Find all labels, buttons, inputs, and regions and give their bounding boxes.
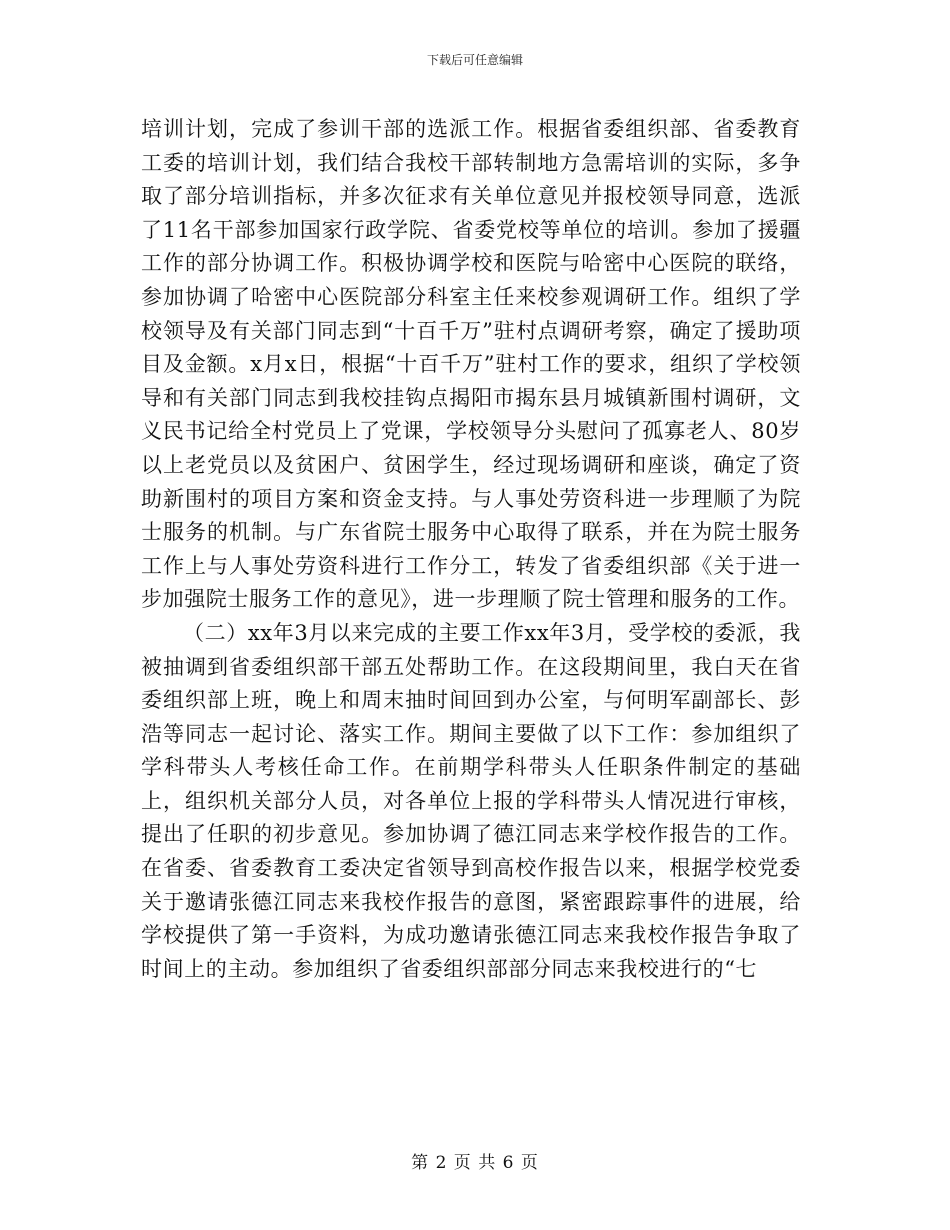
paragraph-main-work-since-march: （二）xx年3月以来完成的主要工作xx年3月，受学校的委派，我被抽调到省委组织部干部五处帮助工作。在这段期间里，我白天在省委组织部上班，晚上和周末抽时间回到办公室，与何明军副部长、彭浩等同志一起讨论、落实工作。期间主要做了以下工作：参加组织了学科带头人考核任命工作。在前期学科带头人任职条件制定的基础上，组织机关部分人员，对各单位上报的学科带头人情况进行审核，提出了任职的初步意见。参加协调了德江同志来学校作报告的工作。在省委、省委教育工委决定省领导到高校作报告以来，根据学校党委关于邀请张德江同志来我校作报告的意图，紧密跟踪事件的进展，给学校提供了第一手资料，为成功邀请张德江同志来我校作报告争取了时间上的主动。参加组织了省委组织部部分同志来我校进行的“七: [141, 620, 801, 981]
page-number: 第 2 页 共 6 页: [411, 1153, 539, 1173]
page-header-note: 下载后可任意编辑: [426, 53, 523, 67]
document-body: [141, 113, 801, 986]
paragraph-training-work: 培训计划，完成了参训干部的选派工作。根据省委组织部、省委教育工委的培训计划，我们结合我校干部转制地方急需培训的实际，多争取了部分培训指标，并多次征求有关单位意见并报校领导同意，选派了11名干部参加国家行政学院、省委党校等单位的培训。参加了援疆工作的部分协调工作。积极协调学校和医院与哈密中心医院的联络，参加协调了哈密中心医院部分科室主任来校参观调研工作。组织了学校领导及有关部门同志到“十百千万”驻村点调研考察，确定了援助项目及金额。x月x日，根据“十百千万”驻村工作的要求，组织了学校领导和有关部门同志到我校挂钩点揭阳市揭东县月城镇新围村调研，文义民书记给全村党员上了党课，学校领导分头慰问了孤寡老人、80岁以上老党员以及贫困户、贫困学生，经过现场调研和座谈，确定了资助新围村的项目方案和资金支持。与人事处劳资科进一步理顺了为院士服务的机制。与广东省院士服务中心取得了联系，并在为院士服务工作上与人事处劳资科进行工作分工，转发了省委组织部《关于进一步加强院士服务工作的意见》，进一步理顺了院士管理和服务的工作。: [141, 117, 801, 612]
